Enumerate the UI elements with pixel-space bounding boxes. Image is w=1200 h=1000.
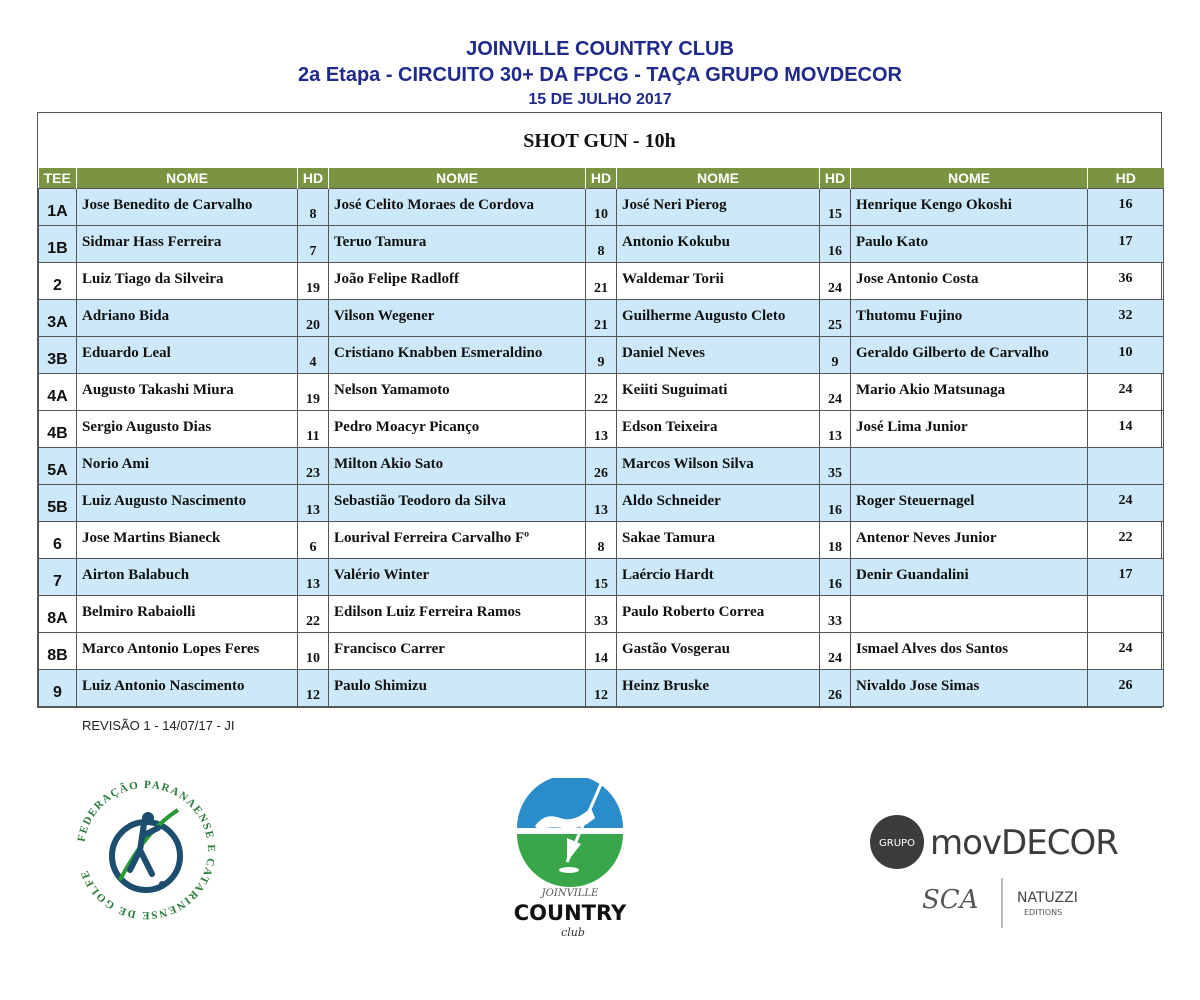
handicap-cell: 24 (820, 374, 851, 411)
player-name-cell: Marco Antonio Lopes Feres (77, 633, 298, 670)
handicap-cell: 9 (820, 337, 851, 374)
player-name-cell: Nivaldo Jose Simas (851, 670, 1088, 707)
handicap-cell: 18 (820, 522, 851, 559)
player-name-cell: Aldo Schneider (617, 485, 820, 522)
tee-cell: 4B (39, 411, 77, 448)
country-logo-sub: club (561, 926, 585, 939)
handicap-cell (1088, 448, 1164, 485)
player-name-cell: Marcos Wilson Silva (617, 448, 820, 485)
player-name-cell: Ismael Alves dos Santos (851, 633, 1088, 670)
handicap-cell: 17 (1088, 226, 1164, 263)
handicap-cell: 16 (820, 559, 851, 596)
grupo-label: GRUPO (879, 838, 915, 849)
handicap-cell: 22 (298, 596, 329, 633)
handicap-cell: 26 (820, 670, 851, 707)
player-name-cell: Airton Balabuch (77, 559, 298, 596)
club-title: JOINVILLE COUNTRY CLUB (466, 38, 734, 60)
player-name-cell: Luiz Antonio Nascimento (77, 670, 298, 707)
col-header-name: NOME (851, 168, 1088, 189)
fpcg-logo (66, 770, 226, 930)
col-header-hd: HD (1088, 168, 1164, 189)
table-header-row (39, 168, 1164, 189)
handicap-cell: 16 (820, 485, 851, 522)
player-name-cell: Sergio Augusto Dias (77, 411, 298, 448)
player-name-cell: Edilson Luiz Ferreira Ramos (329, 596, 586, 633)
tee-cell: 9 (39, 670, 77, 707)
revision-note: REVISÃO 1 - 14/07/17 - JI (82, 718, 235, 733)
player-name-cell: Sebastião Teodoro da Silva (329, 485, 586, 522)
pairings-sheet (37, 112, 1162, 708)
player-name-cell: Roger Steuernagel (851, 485, 1088, 522)
player-name-cell: Guilherme Augusto Cleto (617, 300, 820, 337)
handicap-cell: 20 (298, 300, 329, 337)
handicap-cell: 25 (820, 300, 851, 337)
country-logo-main: COUNTRY (513, 901, 627, 925)
event-title: 2a Etapa - CIRCUITO 30+ DA FPCG - TAÇA GRUPO MOVDECOR (298, 64, 902, 86)
fpcg-logo-text: FEDERAÇÃO PARANAENSE E CATARINENSE DE GOLFE (75, 778, 218, 922)
handicap-cell: 22 (1088, 522, 1164, 559)
player-name-cell: Vilson Wegener (329, 300, 586, 337)
tee-cell: 2 (39, 263, 77, 300)
table-row (39, 337, 1164, 374)
col-header-hd: HD (298, 168, 329, 189)
player-name-cell: Henrique Kengo Okoshi (851, 189, 1088, 226)
player-name-cell (851, 448, 1088, 485)
tee-cell: 8A (39, 596, 77, 633)
handicap-cell: 36 (1088, 263, 1164, 300)
handicap-cell: 13 (586, 411, 617, 448)
table-row (39, 522, 1164, 559)
handicap-cell: 22 (586, 374, 617, 411)
col-header-name: NOME (617, 168, 820, 189)
handicap-cell: 17 (1088, 559, 1164, 596)
player-name-cell: Jose Benedito de Carvalho (77, 189, 298, 226)
handicap-cell: 19 (298, 263, 329, 300)
tee-cell: 1A (39, 189, 77, 226)
col-header-name: NOME (77, 168, 298, 189)
player-name-cell: Thutomu Fujino (851, 300, 1088, 337)
player-name-cell (851, 596, 1088, 633)
handicap-cell: 33 (820, 596, 851, 633)
table-row (39, 485, 1164, 522)
handicap-cell: 12 (298, 670, 329, 707)
table-row (39, 670, 1164, 707)
handicap-cell: 13 (298, 485, 329, 522)
player-name-cell: Norio Ami (77, 448, 298, 485)
player-name-cell: Luiz Tiago da Silveira (77, 263, 298, 300)
player-name-cell: Paulo Roberto Correa (617, 596, 820, 633)
handicap-cell: 8 (298, 189, 329, 226)
handicap-cell: 24 (1088, 374, 1164, 411)
handicap-cell: 9 (586, 337, 617, 374)
handicap-cell: 10 (1088, 337, 1164, 374)
handicap-cell: 21 (586, 263, 617, 300)
handicap-cell: 12 (586, 670, 617, 707)
player-name-cell: José Neri Pierog (617, 189, 820, 226)
player-name-cell: Keiiti Suguimati (617, 374, 820, 411)
svg-text:FEDERAÇÃO PARANAENSE E CATARIN (76, 779, 218, 921)
player-name-cell: Antenor Neves Junior (851, 522, 1088, 559)
handicap-cell (1088, 596, 1164, 633)
handicap-cell: 23 (298, 448, 329, 485)
player-name-cell: João Felipe Radloff (329, 263, 586, 300)
table-row (39, 374, 1164, 411)
col-header-hd: HD (820, 168, 851, 189)
handicap-cell: 35 (820, 448, 851, 485)
handicap-cell: 13 (820, 411, 851, 448)
table-row (39, 596, 1164, 633)
handicap-cell: 8 (586, 522, 617, 559)
handicap-cell: 13 (586, 485, 617, 522)
sca-natuzzi-logo (920, 874, 1110, 932)
table-row (39, 263, 1164, 300)
tee-cell: 8B (39, 633, 77, 670)
player-name-cell: José Lima Junior (851, 411, 1088, 448)
handicap-cell: 19 (298, 374, 329, 411)
player-name-cell: José Celito Moraes de Cordova (329, 189, 586, 226)
player-name-cell: Luiz Augusto Nascimento (77, 485, 298, 522)
player-name-cell: Lourival Ferreira Carvalho Fº (329, 522, 586, 559)
handicap-cell: 11 (298, 411, 329, 448)
editions-label: EDITIONS (1024, 908, 1063, 917)
event-date: 15 DE JULHO 2017 (528, 91, 672, 108)
player-name-cell: Adriano Bida (77, 300, 298, 337)
col-header-name: NOME (329, 168, 586, 189)
handicap-cell: 10 (586, 189, 617, 226)
player-name-cell: Teruo Tamura (329, 226, 586, 263)
player-name-cell: Jose Antonio Costa (851, 263, 1088, 300)
table-row (39, 448, 1164, 485)
player-name-cell: Milton Akio Sato (329, 448, 586, 485)
handicap-cell: 16 (820, 226, 851, 263)
movdecor-label: movDECOR (930, 823, 1118, 863)
handicap-cell: 15 (586, 559, 617, 596)
handicap-cell: 13 (298, 559, 329, 596)
player-name-cell: Laércio Hardt (617, 559, 820, 596)
player-name-cell: Pedro Moacyr Picanço (329, 411, 586, 448)
table-row (39, 189, 1164, 226)
player-name-cell: Paulo Shimizu (329, 670, 586, 707)
player-name-cell: Geraldo Gilberto de Carvalho (851, 337, 1088, 374)
tee-cell: 1B (39, 226, 77, 263)
player-name-cell: Nelson Yamamoto (329, 374, 586, 411)
handicap-cell: 14 (586, 633, 617, 670)
table-row (39, 226, 1164, 263)
handicap-cell: 21 (586, 300, 617, 337)
tee-cell: 5A (39, 448, 77, 485)
natuzzi-label: NATUZZI (1017, 890, 1078, 906)
player-name-cell: Sakae Tamura (617, 522, 820, 559)
table-body (39, 189, 1164, 707)
handicap-cell: 4 (298, 337, 329, 374)
player-name-cell: Augusto Takashi Miura (77, 374, 298, 411)
movdecor-logo (870, 812, 1150, 872)
tee-cell: 4A (39, 374, 77, 411)
pairings-table (38, 168, 1164, 707)
handicap-cell: 10 (298, 633, 329, 670)
player-name-cell: Antonio Kokubu (617, 226, 820, 263)
player-name-cell: Gastão Vosgerau (617, 633, 820, 670)
table-row (39, 411, 1164, 448)
player-name-cell: Francisco Carrer (329, 633, 586, 670)
table-row (39, 300, 1164, 337)
sca-label: SCA (922, 885, 979, 915)
handicap-cell: 26 (586, 448, 617, 485)
tee-cell: 5B (39, 485, 77, 522)
handicap-cell: 24 (820, 633, 851, 670)
handicap-cell: 24 (1088, 633, 1164, 670)
player-name-cell: Heinz Bruske (617, 670, 820, 707)
col-header-hd: HD (586, 168, 617, 189)
player-name-cell: Belmiro Rabaiolli (77, 596, 298, 633)
tee-cell: 3A (39, 300, 77, 337)
handicap-cell: 26 (1088, 670, 1164, 707)
player-name-cell: Cristiano Knabben Esmeraldino (329, 337, 586, 374)
tee-cell: 3B (39, 337, 77, 374)
country-logo-top: JOINVILLE (541, 888, 599, 899)
handicap-cell: 33 (586, 596, 617, 633)
player-name-cell: Waldemar Torii (617, 263, 820, 300)
player-name-cell: Edson Teixeira (617, 411, 820, 448)
country-club-logo (505, 778, 635, 943)
player-name-cell: Paulo Kato (851, 226, 1088, 263)
handicap-cell: 7 (298, 226, 329, 263)
handicap-cell: 16 (1088, 189, 1164, 226)
handicap-cell: 15 (820, 189, 851, 226)
table-row (39, 633, 1164, 670)
player-name-cell: Mario Akio Matsunaga (851, 374, 1088, 411)
handicap-cell: 6 (298, 522, 329, 559)
tee-cell: 6 (39, 522, 77, 559)
player-name-cell: Denir Guandalini (851, 559, 1088, 596)
handicap-cell: 14 (1088, 411, 1164, 448)
handicap-cell: 24 (1088, 485, 1164, 522)
col-header-tee: TEE (39, 168, 77, 189)
handicap-cell: 8 (586, 226, 617, 263)
handicap-cell: 32 (1088, 300, 1164, 337)
player-name-cell: Sidmar Hass Ferreira (77, 226, 298, 263)
player-name-cell: Jose Martins Bianeck (77, 522, 298, 559)
tee-cell: 7 (39, 559, 77, 596)
handicap-cell: 24 (820, 263, 851, 300)
player-name-cell: Valério Winter (329, 559, 586, 596)
shotgun-title: SHOT GUN - 10h (523, 130, 676, 152)
table-row (39, 559, 1164, 596)
player-name-cell: Daniel Neves (617, 337, 820, 374)
player-name-cell: Eduardo Leal (77, 337, 298, 374)
